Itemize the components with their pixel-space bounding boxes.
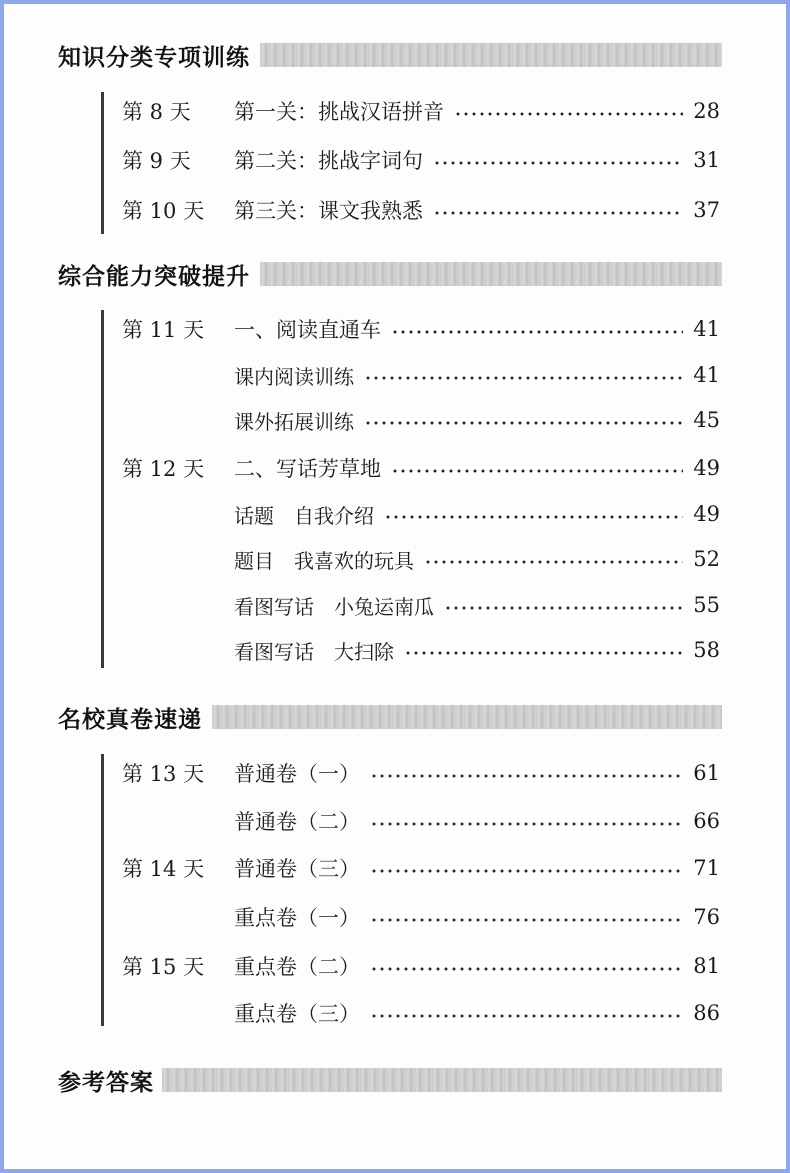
toc-entry[interactable] [122, 756, 720, 790]
section-title-bar [260, 262, 722, 286]
toc-leader-dots [391, 469, 683, 473]
toc-leader-dots [433, 211, 683, 215]
toc-leader-dots [364, 376, 683, 380]
toc-page-number: 45 [693, 408, 720, 432]
toc-leader-dots [433, 161, 683, 165]
toc-entry[interactable] [122, 588, 720, 622]
toc-page-number: 31 [693, 148, 720, 172]
toc-leader-dots [370, 967, 683, 971]
section-title-bar [162, 1068, 722, 1092]
toc-entry[interactable] [122, 403, 720, 437]
toc-page-number: 86 [693, 1001, 720, 1025]
toc-entry[interactable] [122, 497, 720, 531]
section-title-bar [260, 43, 722, 67]
toc-page-number: 76 [693, 905, 720, 929]
toc-page-number: 81 [693, 954, 720, 978]
toc-leader-dots [454, 112, 683, 116]
toc-page-number: 66 [693, 809, 720, 833]
section-title: 名校真卷速递 [58, 706, 202, 733]
toc-entry[interactable] [122, 633, 720, 667]
toc-title: 题目 我喜欢的玩具 [234, 548, 414, 573]
toc-page-number: 52 [693, 547, 720, 571]
toc-title: 重点卷（一） [234, 906, 360, 930]
toc-title: 课外拓展训练 [234, 409, 354, 434]
toc-entry[interactable] [122, 900, 720, 934]
toc-title: 一、阅读直通车 [234, 318, 381, 342]
toc-entry[interactable] [122, 193, 720, 227]
toc-entry[interactable] [122, 451, 720, 485]
toc-page-number: 49 [693, 456, 720, 480]
toc-day: 第 15 天 [122, 955, 205, 979]
toc-entry[interactable] [122, 851, 720, 885]
toc-entry[interactable] [122, 542, 720, 576]
toc-leader-dots [384, 515, 683, 519]
toc-title: 普通卷（二） [234, 810, 360, 834]
toc-page-number: 41 [693, 363, 720, 387]
toc-title: 第一关：挑战汉语拼音 [234, 100, 444, 124]
section-rule [101, 310, 104, 668]
toc-title: 课内阅读训练 [234, 364, 354, 389]
toc-day: 第 8 天 [122, 100, 191, 124]
toc-entry[interactable] [122, 143, 720, 177]
toc-title: 话题 自我介绍 [234, 503, 374, 528]
toc-page-number: 55 [693, 593, 720, 617]
toc-title: 第三关：课文我熟悉 [234, 199, 423, 223]
toc-day: 第 11 天 [122, 318, 205, 342]
toc-page-number: 28 [693, 99, 720, 123]
toc-entry[interactable] [122, 949, 720, 983]
toc-leader-dots [364, 421, 683, 425]
toc-page-number: 61 [693, 761, 720, 785]
toc-title: 普通卷（一） [234, 762, 360, 786]
toc-title: 第二关：挑战字词句 [234, 149, 423, 173]
toc-title: 普通卷（三） [234, 857, 360, 881]
section-title: 参考答案 [58, 1069, 154, 1096]
toc-day: 第 10 天 [122, 199, 205, 223]
toc-page-number: 41 [693, 317, 720, 341]
toc-page-number: 37 [693, 198, 720, 222]
toc-day: 第 9 天 [122, 149, 191, 173]
toc-page-number: 49 [693, 502, 720, 526]
section-rule [101, 92, 104, 234]
toc-title: 看图写话 大扫除 [234, 639, 394, 664]
toc-entry[interactable] [122, 94, 720, 128]
toc-leader-dots [370, 869, 683, 873]
toc-title: 重点卷（三） [234, 1002, 360, 1026]
toc-leader-dots [444, 606, 683, 610]
toc-entry[interactable] [122, 358, 720, 392]
toc-leader-dots [391, 330, 683, 334]
toc-leader-dots [424, 560, 683, 564]
section-title-bar [212, 705, 722, 729]
toc-day: 第 13 天 [122, 762, 205, 786]
toc-leader-dots [370, 774, 683, 778]
toc-page-number: 71 [693, 856, 720, 880]
section-title: 知识分类专项训练 [58, 44, 250, 71]
toc-leader-dots [404, 651, 683, 655]
toc-page-number: 58 [693, 638, 720, 662]
toc-leader-dots [370, 822, 683, 826]
toc-title: 二、写话芳草地 [234, 457, 381, 481]
toc-leader-dots [370, 918, 683, 922]
toc-day: 第 14 天 [122, 857, 205, 881]
section-rule [101, 754, 104, 1026]
toc-entry[interactable] [122, 996, 720, 1030]
toc-entry[interactable] [122, 804, 720, 838]
toc-entry[interactable] [122, 312, 720, 346]
toc-leader-dots [370, 1014, 683, 1018]
toc-title: 重点卷（二） [234, 955, 360, 979]
toc-day: 第 12 天 [122, 457, 205, 481]
section-title: 综合能力突破提升 [58, 263, 250, 290]
toc-title: 看图写话 小兔运南瓜 [234, 594, 434, 619]
